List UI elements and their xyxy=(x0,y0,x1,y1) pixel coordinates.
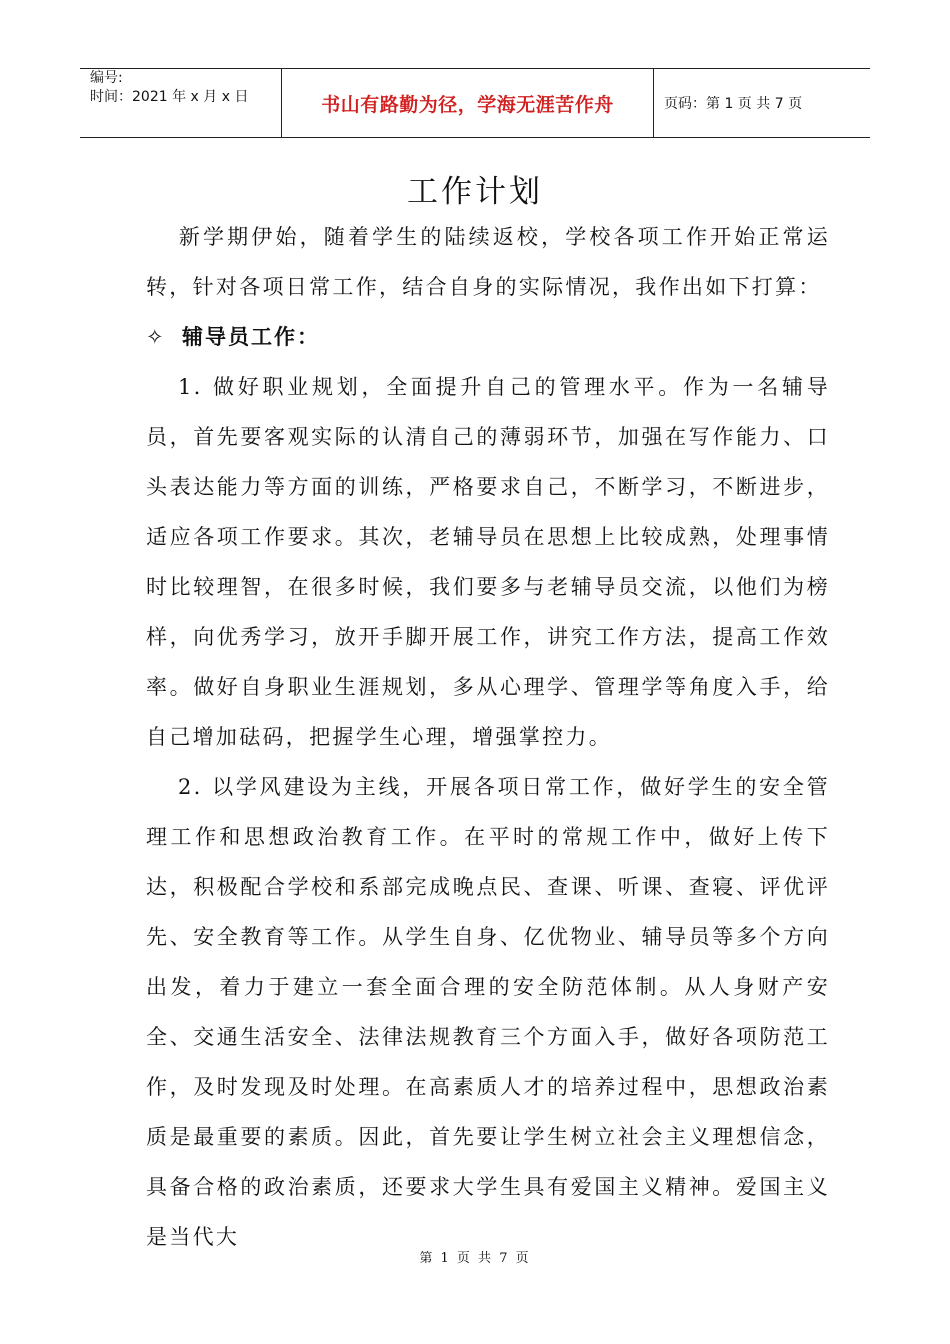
section-heading-text: 辅导员工作： xyxy=(182,325,320,349)
document-body xyxy=(146,212,830,1262)
page-footer: 第 1 页 共 7 页 xyxy=(419,1251,531,1266)
intro-paragraph xyxy=(146,212,830,312)
header-meta-cell xyxy=(80,69,282,137)
item-paragraph-1 xyxy=(146,362,830,762)
header-table xyxy=(80,68,870,138)
section-heading xyxy=(146,312,830,362)
header-motto-cell xyxy=(282,69,654,137)
header-page-cell xyxy=(654,69,870,137)
item-text-2: 2. 以学风建设为主线，开展各项日常工作，做好学生的安全管理工作和思想政治教育工作。在平时的常规工作中，做好上传下达，积极配合学校和系部完成晚点民、查课、听课、查寝、评优评先、安全教育等工作。从学生自身、亿优物业、辅导员等多个方向出发，着力于建立一套全面合理的安全防范体制。从人身财产安全、交通生活安全、法律法规教育三个方面入手，做好各项防范工作，及时发现及时处理。在高素质人才的培养过程中，思想政治素质是最重要的素质。因此，首先要让学生树立社会主义理想信念，具备合格的政治素质，还要求大学生具有爱国主义精神。爱国主义是当代大 xyxy=(146,775,830,1249)
document-date-label: 时间：2021 年 x 月 x 日 xyxy=(90,89,249,105)
item-paragraph-2 xyxy=(146,762,830,1262)
document-number-label: 编号: xyxy=(90,70,123,86)
page-number-label: 页码：第 1 页 共 7 页 xyxy=(664,96,803,112)
motto-text: 书山有路勤为径，学海无涯苦作舟 xyxy=(321,93,614,116)
item-text-1: 1. 做好职业规划，全面提升自己的管理水平。作为一名辅导员，首先要客观实际的认清自己的薄弱环节，加强在写作能力、口头表达能力等方面的训练，严格要求自己，不断学习，不断进步，适应各项工作要求。其次，老辅导员在思想上比较成熟，处理事情时比较理智，在很多时候，我们要多与老辅导员交流，以他们为榜样，向优秀学习，放开手脚开展工作，讲究工作方法，提高工作效率。做好自身职业生涯规划，多从心理学、管理学等角度入手，给自己增加砝码，把握学生心理，增强掌控力。 xyxy=(146,375,830,749)
intro-text: 新学期伊始，随着学生的陆续返校，学校各项工作开始正常运转，针对各项日常工作，结合自身的实际情况，我作出如下打算： xyxy=(146,225,830,299)
diamond-bullet-icon: ✧ xyxy=(146,325,166,349)
page-title: 工作计划 xyxy=(407,174,543,210)
